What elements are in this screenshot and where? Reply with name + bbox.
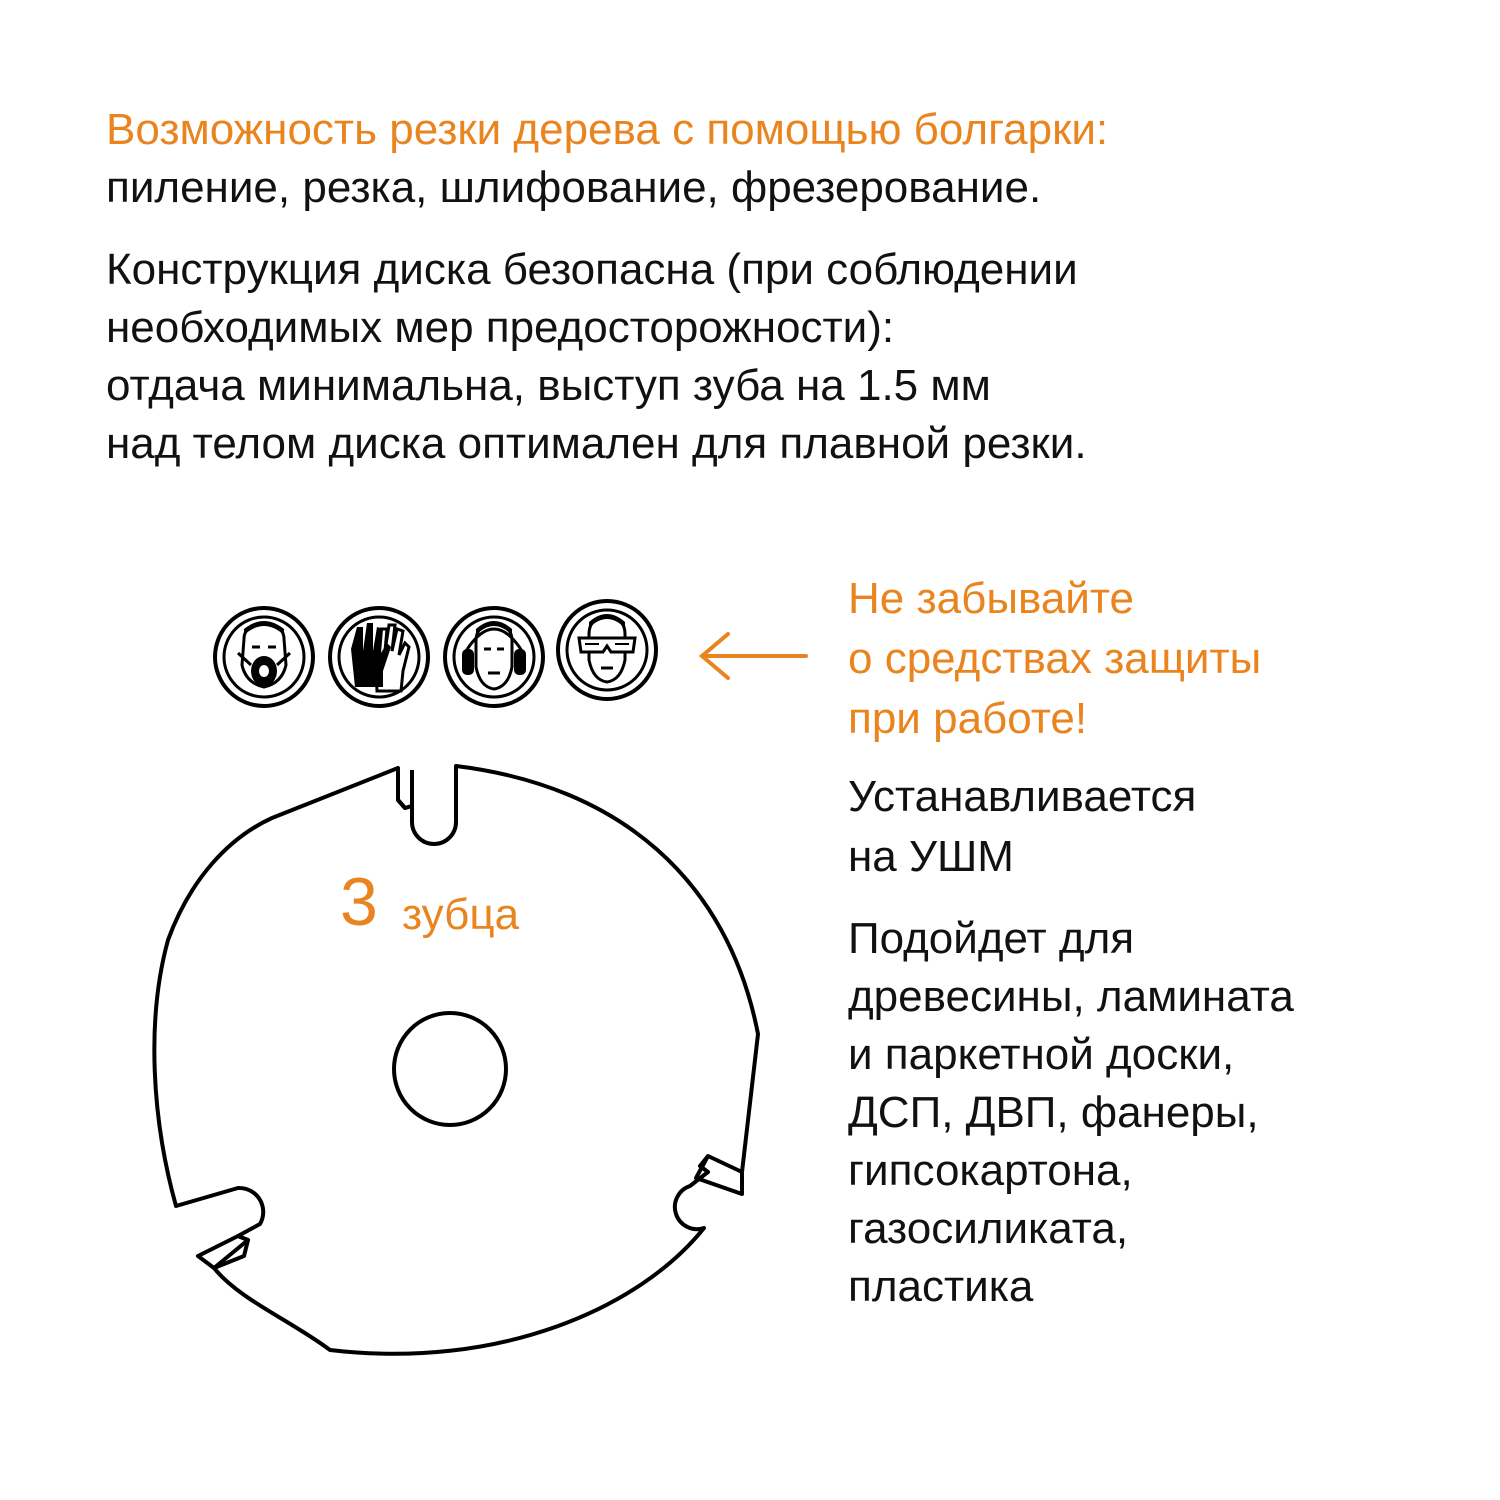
disc-tooth-top <box>398 768 412 808</box>
reminder-line-3: при работе! <box>848 694 1088 743</box>
reminder-line-2: о средствах защиты <box>848 634 1262 683</box>
disc-illustration <box>154 766 758 1354</box>
reminder-line-1: Не забывайте <box>848 574 1134 623</box>
disc-center-hole <box>394 1013 506 1125</box>
ear-protection-icon <box>445 608 543 706</box>
arrow-left-icon <box>702 634 806 678</box>
install-line-1: Устанавливается <box>848 772 1197 821</box>
suitable-line-4: ДСП, ДВП, фанеры, <box>848 1088 1259 1137</box>
intro-headline: Возможность резки дерева с помощью болгарки: <box>106 105 1109 154</box>
safety-line-1: Конструкция диска безопасна (при соблюдении <box>106 245 1078 294</box>
suitable-line-7: пластика <box>848 1262 1034 1311</box>
suitable-line-2: древесины, ламината <box>848 972 1294 1021</box>
respirator-icon <box>215 608 313 706</box>
suitable-line-3: и паркетной доски, <box>848 1030 1235 1079</box>
install-line-2: на УШМ <box>848 832 1014 881</box>
suitable-line-6: газосиликата, <box>848 1204 1129 1253</box>
intro-uses: пиление, резка, шлифование, фрезерование. <box>106 163 1042 212</box>
gloves-icon <box>330 608 428 706</box>
teeth-word: зубца <box>402 890 520 939</box>
disc-outline <box>154 766 758 1354</box>
safety-line-3: отдача минимальна, выступ зуба на 1.5 мм <box>106 361 991 410</box>
safety-line-2: необходимых мер предосторожности): <box>106 303 895 352</box>
safety-goggles-icon <box>558 601 656 699</box>
suitable-line-1: Подойдет для <box>848 914 1135 963</box>
safety-line-4: над телом диска оптимален для плавной резки. <box>106 419 1087 468</box>
teeth-count: 3 <box>340 864 378 940</box>
suitable-line-5: гипсокартона, <box>848 1146 1133 1195</box>
